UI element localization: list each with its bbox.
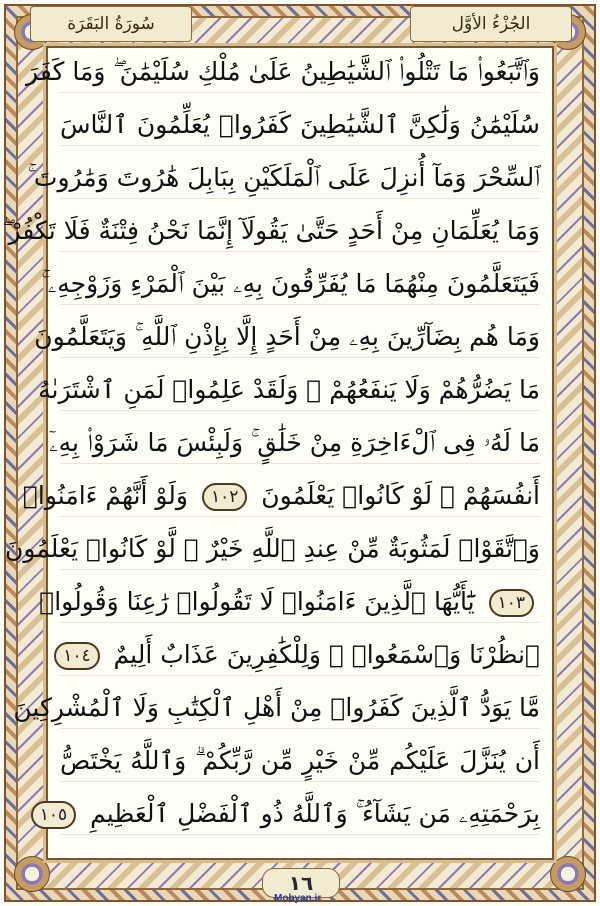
verse-text: فَيَتَعَلَّمُونَ مِنْهُمَا مَا يُفَرِّقُونَ بِهِۦ بَيْنَ ٱلْمَرْءِ وَزَوْجِهِۦ ۚ: [41, 269, 540, 298]
verse-text: وَٱتَّبَعُوا۟ مَا تَتْلُوا۟ ٱلشَّيَٰطِينُ عَلَىٰ مُلْكِ سُلَيْمَٰنَ ۖ وَمَا كَفَرَ: [26, 57, 540, 86]
verse-block: [2, 52, 540, 852]
verse-text: وَلَوْ أَنَّهُمْ ءَامَنُوا۟: [22, 481, 188, 510]
juz-label: الجُزْءُ الأوَّل: [410, 6, 572, 42]
ayah-number-marker: ١٠٢: [202, 483, 247, 511]
verse-text: أَنفُسَهُمْ ۚ لَوْ كَانُوا۟ يَعْلَمُونَ: [261, 481, 540, 510]
verse-line: [38, 370, 540, 411]
verse-text: ٱلسِّحْرَ وَمَآ أُنزِلَ عَلَى ٱلْمَلَكَيْنِ بِبَابِلَ هَٰرُوتَ وَمَٰرُوتَ ۚ: [27, 163, 540, 192]
verse-line: [22, 476, 540, 517]
verse-text: يَٰٓأَيُّهَا ٱلَّذِينَ ءَامَنُوا۟ لَا تَقُولُوا۟ رَٰعِنَا وَقُولُوا۟: [39, 587, 475, 616]
verse-line: [41, 264, 540, 305]
watermark: Mobyan.ir: [274, 893, 322, 904]
verse-text: أَن يُنَزَّلَ عَلَيْكُم مِّنْ خَيْرٍ مِّن رَّبِّكُمْ ۗ وَٱللَّهُ يَخْتَصُّ: [60, 746, 540, 775]
corner-rosette-icon: [14, 856, 50, 892]
verse-line: [34, 317, 540, 358]
verse-line: [27, 158, 540, 199]
page-number: ١٦: [262, 868, 340, 898]
verse-line: [2, 211, 540, 252]
surah-label: سُورَةُ البَقَرَة: [30, 6, 192, 42]
verse-text: مَا لَهُۥ فِى ٱلْءَاخِرَةِ مِنْ خَلَٰقٍ ۚ وَلَبِئْسَ مَا شَرَوْا۟ بِهِۦٓ: [49, 428, 540, 457]
verse-line: [49, 423, 540, 464]
verse-line: [5, 529, 540, 570]
verse-text: بِرَحْمَتِهِۦ مَن يَشَآءُ ۚ وَٱللَّهُ ذُو ٱلْفَضْلِ ٱلْعَظِيمِ: [90, 799, 540, 828]
verse-text: وَٱتَّقَوْا۟ لَمَثُوبَةٌ مِّنْ عِندِ ٱللَّهِ خَيْرٌ ۖ لَّوْ كَانُوا۟ يَعْلَمُونَ: [5, 534, 540, 563]
verse-line: [26, 52, 540, 93]
verse-text: ٱنظُرْنَا وَٱسْمَعُوا۟ ۗ وَلِلْكَٰفِرِينَ عَذَابٌ أَلِيمٌ: [113, 640, 540, 669]
corner-rosette-icon: [550, 856, 586, 892]
verse-line: [60, 105, 540, 146]
ayah-number-marker: ١٠٥: [31, 801, 76, 829]
verse-line: [39, 794, 540, 835]
verse-text: وَمَا هُم بِضَآرِّينَ بِهِۦ مِنْ أَحَدٍ إِلَّا بِإِذْنِ ٱللَّهِ ۚ وَيَتَعَلَّمُونَ: [34, 322, 540, 351]
verse-text: مَا يَضُرُّهُمْ وَلَا يَنفَعُهُمْ ۚ وَلَقَدْ عَلِمُوا۟ لَمَنِ ٱشْتَرَىٰهُ: [38, 375, 540, 404]
verse-line: [39, 582, 540, 623]
verse-line: [13, 688, 540, 729]
ayah-number-marker: ١٠٤: [54, 642, 99, 670]
verse-text: مَّا يَوَدُّ ٱلَّذِينَ كَفَرُوا۟ مِنْ أَهْلِ ٱلْكِتَٰبِ وَلَا ٱلْمُشْرِكِينَ: [13, 693, 540, 722]
ayah-number-marker: ١٠٣: [489, 589, 534, 617]
verse-text: سُلَيْمَٰنُ وَلَٰكِنَّ ٱلشَّيَٰطِينَ كَفَرُوا۟ يُعَلِّمُونَ ٱلنَّاسَ: [60, 110, 540, 139]
verse-text: وَمَا يُعَلِّمَانِ مِنْ أَحَدٍ حَتَّىٰ يَقُولَآ إِنَّمَا نَحْنُ فِتْنَةٌ فَلَا تَكْفُرْ ۖ: [2, 216, 540, 245]
verse-line: [60, 635, 540, 676]
verse-line: [60, 741, 540, 782]
